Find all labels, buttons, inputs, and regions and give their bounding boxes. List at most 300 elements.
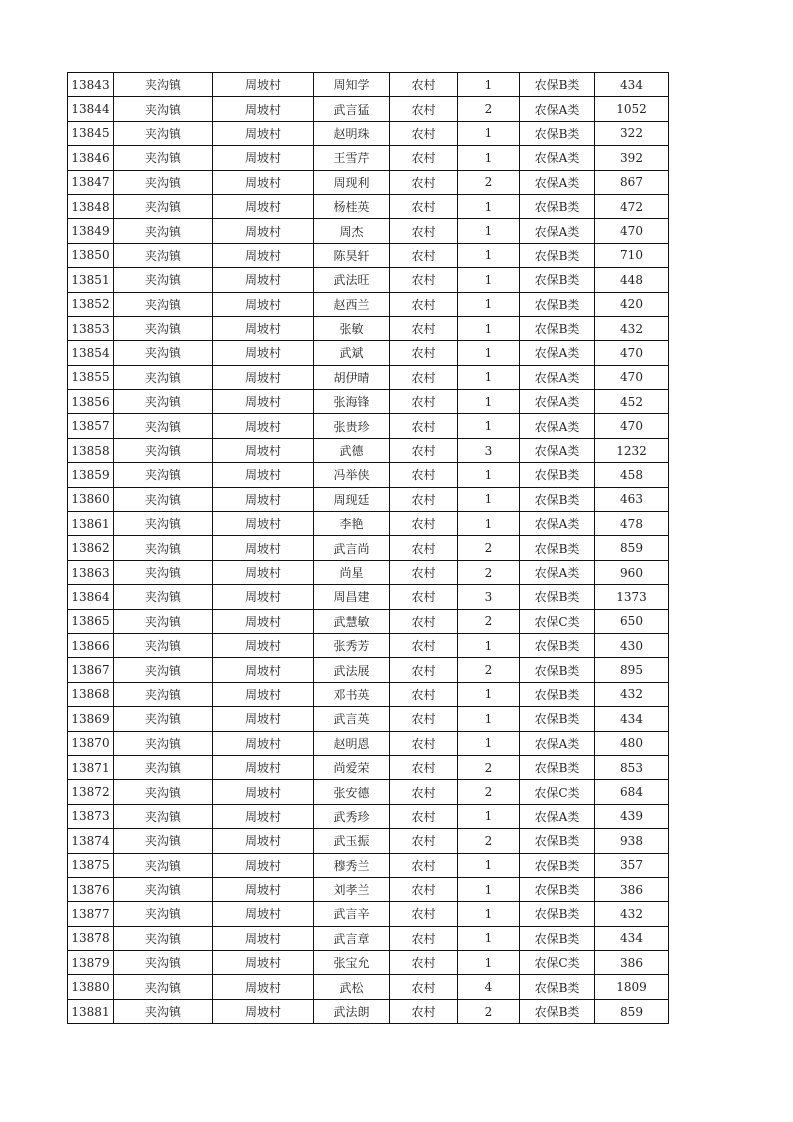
insurance-category-cell: 农保A类 [520,365,595,389]
table-row [68,170,669,194]
serial-number-cell: 13875 [68,853,114,877]
household-size-cell: 2 [458,609,520,633]
area-type-cell: 农村 [390,951,458,975]
town-cell: 夹沟镇 [114,804,213,828]
amount-cell: 710 [595,243,669,267]
serial-number-cell: 13845 [68,121,114,145]
amount-cell: 470 [595,219,669,243]
serial-number-cell: 13850 [68,243,114,267]
household-size-cell: 1 [458,512,520,536]
name-cell: 赵明恩 [314,731,390,755]
name-cell: 王雪芹 [314,146,390,170]
name-cell: 尚爱荣 [314,755,390,779]
household-size-cell: 1 [458,877,520,901]
serial-number-cell: 13844 [68,97,114,121]
area-type-cell: 农村 [390,414,458,438]
village-cell: 周坡村 [213,999,314,1023]
table-row [68,121,669,145]
table-row [68,707,669,731]
name-cell: 杨桂英 [314,194,390,218]
village-cell: 周坡村 [213,682,314,706]
serial-number-cell: 13876 [68,877,114,901]
town-cell: 夹沟镇 [114,658,213,682]
amount-cell: 432 [595,902,669,926]
insurance-category-cell: 农保A类 [520,560,595,584]
amount-cell: 853 [595,755,669,779]
table-row [68,951,669,975]
name-cell: 张海锋 [314,390,390,414]
amount-cell: 434 [595,73,669,97]
table-row [68,829,669,853]
town-cell: 夹沟镇 [114,194,213,218]
town-cell: 夹沟镇 [114,707,213,731]
area-type-cell: 农村 [390,853,458,877]
table-body [68,73,669,1024]
table-row [68,926,669,950]
table-row [68,292,669,316]
table-row [68,463,669,487]
table-row [68,316,669,340]
area-type-cell: 农村 [390,780,458,804]
village-cell: 周坡村 [213,438,314,462]
name-cell: 周昌建 [314,585,390,609]
name-cell: 武法朗 [314,999,390,1023]
household-size-cell: 1 [458,731,520,755]
village-cell: 周坡村 [213,560,314,584]
table-row [68,853,669,877]
village-cell: 周坡村 [213,902,314,926]
town-cell: 夹沟镇 [114,951,213,975]
name-cell: 李艳 [314,512,390,536]
serial-number-cell: 13860 [68,487,114,511]
amount-cell: 1232 [595,438,669,462]
name-cell: 武言英 [314,707,390,731]
household-size-cell: 1 [458,804,520,828]
household-size-cell: 1 [458,390,520,414]
area-type-cell: 农村 [390,121,458,145]
area-type-cell: 农村 [390,73,458,97]
area-type-cell: 农村 [390,487,458,511]
insurance-category-cell: 农保B类 [520,194,595,218]
insurance-category-cell: 农保B类 [520,755,595,779]
table-row [68,902,669,926]
amount-cell: 430 [595,633,669,657]
town-cell: 夹沟镇 [114,438,213,462]
amount-cell: 1052 [595,97,669,121]
amount-cell: 322 [595,121,669,145]
name-cell: 周现利 [314,170,390,194]
table-row [68,804,669,828]
serial-number-cell: 13854 [68,341,114,365]
insurance-category-cell: 农保A类 [520,390,595,414]
village-cell: 周坡村 [213,633,314,657]
insurance-category-cell: 农保B类 [520,121,595,145]
name-cell: 陈昊轩 [314,243,390,267]
area-type-cell: 农村 [390,731,458,755]
amount-cell: 472 [595,194,669,218]
table-row [68,512,669,536]
name-cell: 武秀珍 [314,804,390,828]
table-row [68,536,669,560]
serial-number-cell: 13868 [68,682,114,706]
area-type-cell: 农村 [390,268,458,292]
table-row [68,194,669,218]
insurance-category-cell: 农保A类 [520,414,595,438]
area-type-cell: 农村 [390,194,458,218]
table-row [68,609,669,633]
town-cell: 夹沟镇 [114,999,213,1023]
household-size-cell: 1 [458,951,520,975]
insurance-category-cell: 农保B类 [520,463,595,487]
table-row [68,755,669,779]
name-cell: 冯举侠 [314,463,390,487]
amount-cell: 432 [595,682,669,706]
serial-number-cell: 13874 [68,829,114,853]
serial-number-cell: 13856 [68,390,114,414]
insurance-category-cell: 农保C类 [520,609,595,633]
insurance-category-cell: 农保A类 [520,170,595,194]
insurance-category-cell: 农保B类 [520,926,595,950]
table-row [68,877,669,901]
area-type-cell: 农村 [390,902,458,926]
household-size-cell: 2 [458,536,520,560]
area-type-cell: 农村 [390,390,458,414]
serial-number-cell: 13877 [68,902,114,926]
table-row [68,682,669,706]
name-cell: 张敏 [314,316,390,340]
name-cell: 赵西兰 [314,292,390,316]
town-cell: 夹沟镇 [114,829,213,853]
serial-number-cell: 13869 [68,707,114,731]
insurance-category-cell: 农保B类 [520,316,595,340]
insurance-category-cell: 农保B类 [520,73,595,97]
town-cell: 夹沟镇 [114,170,213,194]
household-size-cell: 2 [458,170,520,194]
household-size-cell: 1 [458,414,520,438]
amount-cell: 386 [595,877,669,901]
town-cell: 夹沟镇 [114,243,213,267]
serial-number-cell: 13871 [68,755,114,779]
area-type-cell: 农村 [390,97,458,121]
amount-cell: 1809 [595,975,669,999]
name-cell: 武言辛 [314,902,390,926]
insurance-category-cell: 农保C类 [520,780,595,804]
village-cell: 周坡村 [213,316,314,340]
serial-number-cell: 13878 [68,926,114,950]
amount-cell: 434 [595,707,669,731]
household-size-cell: 2 [458,829,520,853]
household-size-cell: 1 [458,463,520,487]
table-row [68,585,669,609]
town-cell: 夹沟镇 [114,390,213,414]
village-cell: 周坡村 [213,463,314,487]
table-row [68,560,669,584]
household-size-cell: 2 [458,999,520,1023]
village-cell: 周坡村 [213,73,314,97]
table-row [68,999,669,1023]
area-type-cell: 农村 [390,707,458,731]
town-cell: 夹沟镇 [114,585,213,609]
name-cell: 张贵珍 [314,414,390,438]
town-cell: 夹沟镇 [114,268,213,292]
household-size-cell: 1 [458,682,520,706]
town-cell: 夹沟镇 [114,121,213,145]
table-row [68,414,669,438]
table-row [68,390,669,414]
name-cell: 武言章 [314,926,390,950]
insurance-category-cell: 农保A类 [520,341,595,365]
village-cell: 周坡村 [213,829,314,853]
town-cell: 夹沟镇 [114,560,213,584]
village-cell: 周坡村 [213,975,314,999]
village-cell: 周坡村 [213,146,314,170]
household-size-cell: 1 [458,268,520,292]
amount-cell: 859 [595,999,669,1023]
insurance-category-cell: 农保A类 [520,146,595,170]
town-cell: 夹沟镇 [114,633,213,657]
amount-cell: 470 [595,341,669,365]
household-size-cell: 1 [458,73,520,97]
village-cell: 周坡村 [213,658,314,682]
village-cell: 周坡村 [213,97,314,121]
insurance-category-cell: 农保A类 [520,219,595,243]
name-cell: 武言尚 [314,536,390,560]
area-type-cell: 农村 [390,219,458,243]
town-cell: 夹沟镇 [114,853,213,877]
serial-number-cell: 13843 [68,73,114,97]
name-cell: 周现廷 [314,487,390,511]
amount-cell: 650 [595,609,669,633]
town-cell: 夹沟镇 [114,365,213,389]
area-type-cell: 农村 [390,804,458,828]
name-cell: 周杰 [314,219,390,243]
household-size-cell: 2 [458,780,520,804]
insurance-category-cell: 农保A类 [520,438,595,462]
area-type-cell: 农村 [390,877,458,901]
insurance-category-cell: 农保B类 [520,268,595,292]
name-cell: 武言猛 [314,97,390,121]
area-type-cell: 农村 [390,316,458,340]
table-row [68,365,669,389]
village-cell: 周坡村 [213,951,314,975]
area-type-cell: 农村 [390,585,458,609]
insurance-category-cell: 农保B类 [520,536,595,560]
household-size-cell: 1 [458,316,520,340]
village-cell: 周坡村 [213,804,314,828]
amount-cell: 859 [595,536,669,560]
amount-cell: 439 [595,804,669,828]
household-size-cell: 1 [458,902,520,926]
town-cell: 夹沟镇 [114,341,213,365]
name-cell: 武慧敏 [314,609,390,633]
insurance-category-cell: 农保B类 [520,243,595,267]
village-cell: 周坡村 [213,707,314,731]
insurance-category-cell: 农保B类 [520,707,595,731]
village-cell: 周坡村 [213,853,314,877]
area-type-cell: 农村 [390,341,458,365]
table-row [68,97,669,121]
household-size-cell: 1 [458,121,520,145]
insurance-category-cell: 农保B类 [520,902,595,926]
household-size-cell: 1 [458,341,520,365]
household-size-cell: 2 [458,560,520,584]
amount-cell: 867 [595,170,669,194]
town-cell: 夹沟镇 [114,219,213,243]
amount-cell: 1373 [595,585,669,609]
insurance-category-cell: 农保A类 [520,512,595,536]
table-row [68,268,669,292]
serial-number-cell: 13862 [68,536,114,560]
village-cell: 周坡村 [213,755,314,779]
amount-cell: 434 [595,926,669,950]
town-cell: 夹沟镇 [114,877,213,901]
village-cell: 周坡村 [213,414,314,438]
serial-number-cell: 13857 [68,414,114,438]
name-cell: 尚星 [314,560,390,584]
area-type-cell: 农村 [390,658,458,682]
insurance-category-cell: 农保B类 [520,633,595,657]
table-row [68,975,669,999]
household-size-cell: 1 [458,243,520,267]
amount-cell: 458 [595,463,669,487]
amount-cell: 480 [595,731,669,755]
name-cell: 武松 [314,975,390,999]
name-cell: 赵明珠 [314,121,390,145]
serial-number-cell: 13855 [68,365,114,389]
area-type-cell: 农村 [390,829,458,853]
serial-number-cell: 13872 [68,780,114,804]
serial-number-cell: 13870 [68,731,114,755]
serial-number-cell: 13859 [68,463,114,487]
household-size-cell: 2 [458,755,520,779]
area-type-cell: 农村 [390,243,458,267]
name-cell: 武法展 [314,658,390,682]
household-size-cell: 1 [458,146,520,170]
town-cell: 夹沟镇 [114,902,213,926]
area-type-cell: 农村 [390,463,458,487]
household-size-cell: 3 [458,438,520,462]
name-cell: 穆秀兰 [314,853,390,877]
insurance-category-cell: 农保B类 [520,487,595,511]
village-cell: 周坡村 [213,731,314,755]
name-cell: 邓书英 [314,682,390,706]
serial-number-cell: 13849 [68,219,114,243]
insurance-category-cell: 农保B类 [520,877,595,901]
town-cell: 夹沟镇 [114,414,213,438]
name-cell: 武玉振 [314,829,390,853]
household-size-cell: 1 [458,853,520,877]
serial-number-cell: 13881 [68,999,114,1023]
town-cell: 夹沟镇 [114,731,213,755]
amount-cell: 386 [595,951,669,975]
household-size-cell: 3 [458,585,520,609]
household-size-cell: 1 [458,633,520,657]
name-cell: 武德 [314,438,390,462]
insurance-category-cell: 农保C类 [520,951,595,975]
amount-cell: 470 [595,414,669,438]
village-cell: 周坡村 [213,780,314,804]
town-cell: 夹沟镇 [114,975,213,999]
amount-cell: 478 [595,512,669,536]
amount-cell: 357 [595,853,669,877]
household-size-cell: 1 [458,292,520,316]
insurance-category-cell: 农保B类 [520,853,595,877]
serial-number-cell: 13863 [68,560,114,584]
town-cell: 夹沟镇 [114,487,213,511]
household-size-cell: 1 [458,487,520,511]
area-type-cell: 农村 [390,146,458,170]
table-row [68,73,669,97]
insurance-category-cell: 农保B类 [520,585,595,609]
area-type-cell: 农村 [390,170,458,194]
town-cell: 夹沟镇 [114,316,213,340]
serial-number-cell: 13852 [68,292,114,316]
town-cell: 夹沟镇 [114,463,213,487]
insurance-category-cell: 农保A类 [520,97,595,121]
area-type-cell: 农村 [390,438,458,462]
table-row [68,731,669,755]
household-size-cell: 2 [458,658,520,682]
insurance-category-cell: 农保B类 [520,999,595,1023]
household-size-cell: 1 [458,194,520,218]
area-type-cell: 农村 [390,536,458,560]
insurance-category-cell: 农保B类 [520,975,595,999]
area-type-cell: 农村 [390,512,458,536]
insurance-category-cell: 农保A类 [520,731,595,755]
town-cell: 夹沟镇 [114,755,213,779]
amount-cell: 392 [595,146,669,170]
serial-number-cell: 13864 [68,585,114,609]
amount-cell: 960 [595,560,669,584]
village-cell: 周坡村 [213,877,314,901]
household-size-cell: 1 [458,365,520,389]
serial-number-cell: 13866 [68,633,114,657]
insurance-category-cell: 农保B类 [520,829,595,853]
name-cell: 张秀芳 [314,633,390,657]
area-type-cell: 农村 [390,926,458,950]
insurance-category-cell: 农保B类 [520,658,595,682]
village-cell: 周坡村 [213,268,314,292]
table-row [68,658,669,682]
town-cell: 夹沟镇 [114,682,213,706]
town-cell: 夹沟镇 [114,780,213,804]
village-cell: 周坡村 [213,487,314,511]
village-cell: 周坡村 [213,121,314,145]
area-type-cell: 农村 [390,609,458,633]
name-cell: 武斌 [314,341,390,365]
serial-number-cell: 13879 [68,951,114,975]
household-size-cell: 1 [458,219,520,243]
insurance-category-cell: 农保B类 [520,682,595,706]
village-cell: 周坡村 [213,365,314,389]
serial-number-cell: 13858 [68,438,114,462]
village-cell: 周坡村 [213,512,314,536]
name-cell: 张宝允 [314,951,390,975]
name-cell: 张安德 [314,780,390,804]
name-cell: 武法旺 [314,268,390,292]
serial-number-cell: 13880 [68,975,114,999]
village-cell: 周坡村 [213,243,314,267]
village-cell: 周坡村 [213,194,314,218]
town-cell: 夹沟镇 [114,73,213,97]
amount-cell: 452 [595,390,669,414]
village-cell: 周坡村 [213,585,314,609]
serial-number-cell: 13853 [68,316,114,340]
village-cell: 周坡村 [213,609,314,633]
table-row [68,243,669,267]
name-cell: 胡伊晴 [314,365,390,389]
serial-number-cell: 13846 [68,146,114,170]
